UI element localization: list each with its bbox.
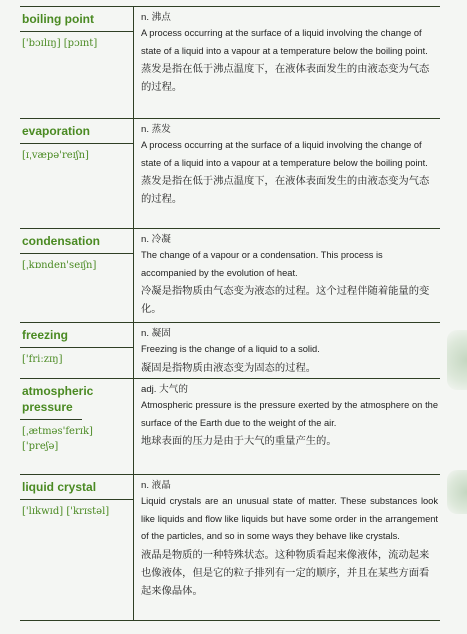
- glossary-entry: [20, 323, 440, 379]
- part-of-speech: adj. 大气的: [141, 384, 188, 395]
- page-stain: [447, 470, 467, 514]
- term-cell: [20, 323, 134, 378]
- definition-cell: [134, 475, 440, 620]
- term-word: freezing: [20, 327, 133, 348]
- term-phonetic: [ˌkɒnden'seɪʃn]: [22, 260, 97, 271]
- part-of-speech: n. 冷凝: [141, 234, 171, 245]
- chinese-definition: 地球表面的压力是由于大气的重量产生的。: [141, 435, 337, 447]
- definition-cell: [134, 7, 440, 118]
- chinese-definition: 液晶是物质的一种特殊状态。这种物质看起来像液体，流动起来也像液体，但是它的粒子排列有一定的顺序，并且在某些方面看起来像晶体。: [141, 548, 430, 597]
- english-definition: A process occurring at the surface of a liquid involving the change of state of a liquid into a vapour at a temperature below the boiling point.: [141, 140, 428, 168]
- term-phonetic: ['friːzɪŋ]: [22, 354, 63, 365]
- english-definition: Atmospheric pressure is the pressure exerted by the atmosphere on the surface of the Earth due to the weight of the air.: [141, 400, 438, 428]
- definition-cell: [134, 379, 440, 474]
- term-word: boiling point: [20, 11, 133, 32]
- term-phonetic: [ˌætməs'ferɪk] ['preʃə]: [22, 426, 93, 452]
- english-definition: Liquid crystals are an unusual state of matter. These substances look like liquids and flow like liquids but have some order in the arrangement of the particles, and so in some ways they behave like crystals.: [141, 496, 438, 541]
- term-cell: [20, 229, 134, 322]
- term-word: atmospheric pressure: [20, 383, 82, 420]
- part-of-speech: n. 凝固: [141, 328, 171, 339]
- glossary-entry: [20, 7, 440, 119]
- glossary-entry: [20, 379, 440, 475]
- glossary-entry: [20, 119, 440, 229]
- term-cell: [20, 379, 134, 474]
- term-phonetic: ['bɔɪlɪŋ] [pɔɪnt]: [22, 38, 98, 49]
- part-of-speech: n. 沸点: [141, 12, 171, 23]
- definition-cell: [134, 323, 440, 378]
- term-word: liquid crystal: [20, 479, 133, 500]
- term-cell: [20, 7, 134, 118]
- chinese-definition: 蒸发是指在低于沸点温度下，在液体表面发生的由液态变为气态的过程。: [141, 175, 430, 205]
- page-stain: [447, 330, 467, 390]
- definition-cell: [134, 119, 440, 228]
- glossary-entry: [20, 475, 440, 621]
- term-phonetic: [ɪˌvæpə'reɪʃn]: [22, 150, 89, 161]
- term-cell: [20, 475, 134, 620]
- part-of-speech: n. 蒸发: [141, 124, 171, 135]
- chinese-definition: 蒸发是指在低于沸点温度下，在液体表面发生的由液态变为气态的过程。: [141, 63, 430, 93]
- term-cell: [20, 119, 134, 228]
- term-word: condensation: [20, 233, 133, 254]
- english-definition: Freezing is the change of a liquid to a solid.: [141, 344, 320, 354]
- definition-cell: [134, 229, 440, 322]
- term-phonetic: ['lɪkwɪd] ['krɪstəl]: [22, 506, 110, 517]
- term-word: evaporation: [20, 123, 133, 144]
- part-of-speech: n. 液晶: [141, 480, 171, 491]
- glossary-table: [20, 6, 440, 621]
- chinese-definition: 冷凝是指物质由气态变为液态的过程。这个过程伴随着能量的变化。: [141, 285, 430, 315]
- chinese-definition: 凝固是指物质由液态变为固态的过程。: [141, 361, 317, 374]
- english-definition: A process occurring at the surface of a liquid involving the change of state of a liquid into a vapour at a temperature below the boiling point.: [141, 28, 428, 56]
- glossary-entry: [20, 229, 440, 323]
- english-definition: The change of a vapour or a condensation. This process is accompanied by the evolution of heat.: [141, 250, 383, 278]
